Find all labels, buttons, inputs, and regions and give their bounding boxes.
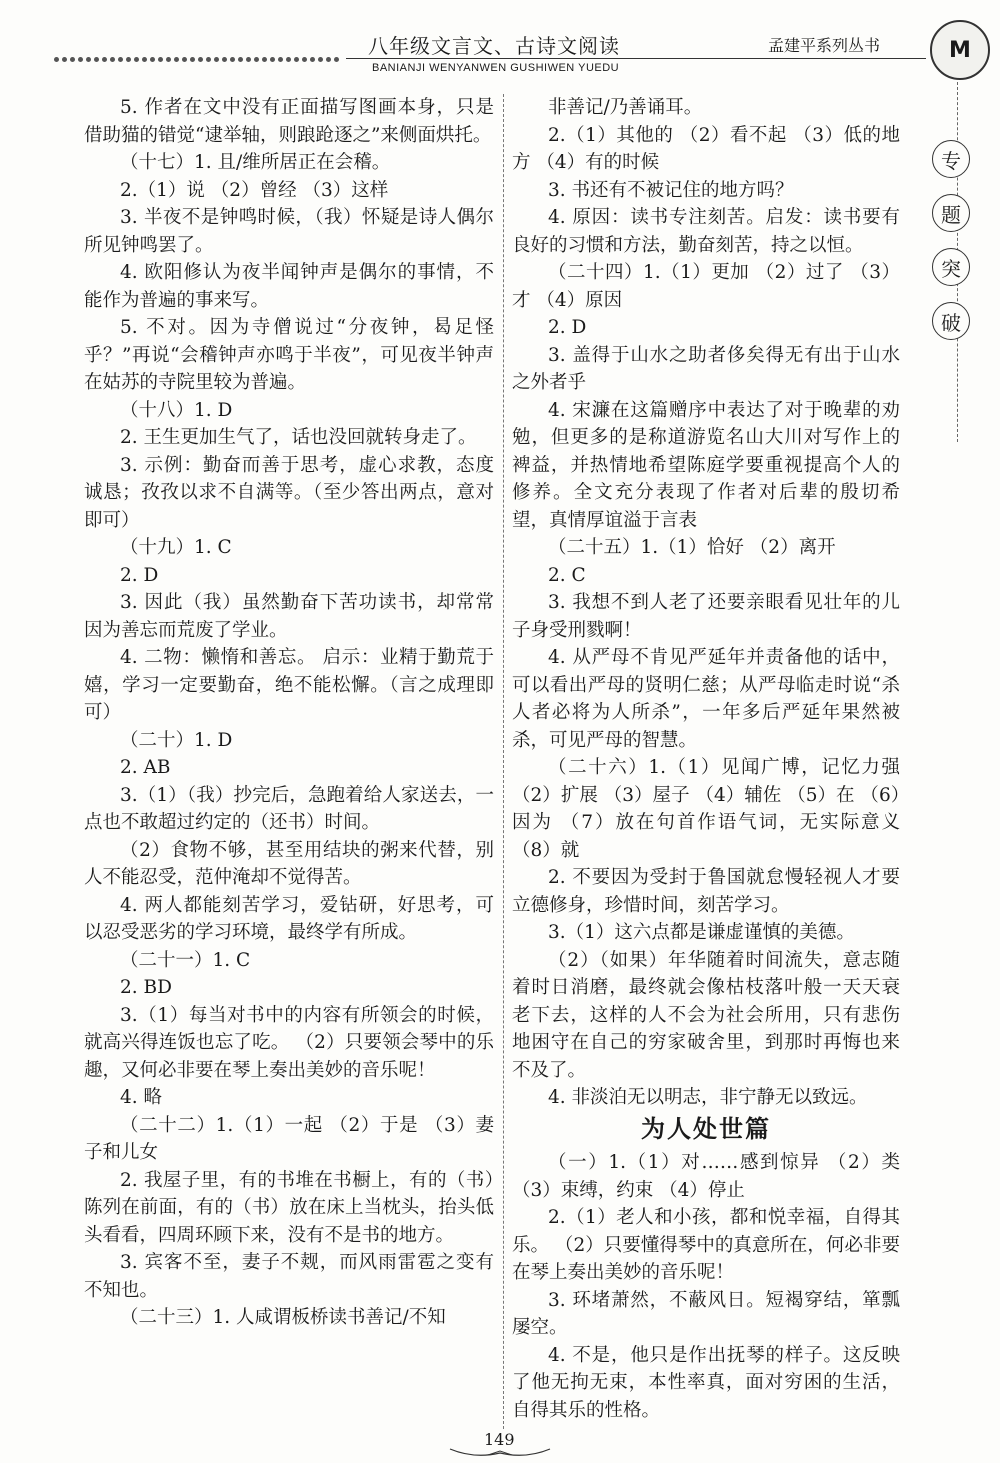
header-dot xyxy=(190,57,195,62)
answer-line: （一）1.（1）对……感到惊异 （2）类 （3）束缚，约束 （4）停止 xyxy=(512,1152,900,1201)
answer-line: 2. C xyxy=(548,564,586,586)
column-divider xyxy=(503,94,504,1429)
answer-line: 3. 环堵萧然，不蔽风日。短褐穿结，箪瓢屡空。 xyxy=(512,1289,900,1338)
page-ornament-icon xyxy=(448,1447,552,1459)
header-dot xyxy=(334,57,339,62)
header-dot xyxy=(270,57,275,62)
header-dot xyxy=(294,57,299,62)
header-dot xyxy=(134,57,139,62)
answer-line: 2. 不要因为受封于鲁国就怠慢轻视人才要立德修身，珍惜时间，刻苦学习。 xyxy=(512,867,900,916)
page-number: 149 xyxy=(484,1430,515,1449)
header-dot xyxy=(70,57,75,62)
answer-line: 3. 盖得于山水之助者侈矣得无有出于山水之外者乎 xyxy=(512,344,900,393)
side-badge: 突 xyxy=(932,248,970,286)
side-badge: 专 xyxy=(932,140,970,178)
answer-line: 3.（1）每当对书中的内容有所领会的时候，就高兴得连饭也忘了吃。 （2）只要领会琴中的乐趣，又何必非要在琴上奏出美妙的音乐呢！ xyxy=(84,1004,494,1081)
answer-line: （二十四）1.（1）更加 （2）过了 （3）才 （4）原因 xyxy=(512,262,900,311)
header-dot xyxy=(318,57,323,62)
header-dot xyxy=(110,57,115,62)
answer-line: 2. D xyxy=(548,317,587,338)
header-dot xyxy=(86,57,91,62)
header-dot xyxy=(214,57,219,62)
header-dot xyxy=(78,57,83,62)
answer-line: （二十二）1.（1）一起 （2）于是 （3）妻子和儿女 xyxy=(84,1114,494,1163)
header-dot xyxy=(102,57,107,62)
answer-line: 3. 宾客不至，妻子不觌，而风雨雷雹之变有不知也。 xyxy=(84,1252,494,1301)
answer-line: 非善记/乃善诵耳。 xyxy=(548,97,703,118)
header-dot xyxy=(206,57,211,62)
book-title: 八年级文言文、古诗文阅读 xyxy=(368,34,620,58)
answer-line: （二十）1. D xyxy=(120,729,233,751)
header-dot xyxy=(182,57,187,62)
answer-line: 2.（1）其他的 （2）看不起 （3）低的地方 （4）有的时候 xyxy=(512,124,900,173)
section-title: 为人处世篇 xyxy=(641,1114,771,1143)
book-title-pinyin: BANIANJI WENYANWEN GUSHIWEN YUEDU xyxy=(372,62,620,74)
header-dot xyxy=(230,57,235,62)
header-dot xyxy=(198,57,203,62)
answer-line: 2. D xyxy=(120,564,159,586)
answer-line: 3.（1）（我）抄完后，急跑着给人家送去，一点也不敢超过约定的（还书）时间。 xyxy=(84,784,494,833)
header-dot xyxy=(118,57,123,62)
header-dot xyxy=(142,57,147,62)
answer-line: 2. 我屋子里，有的书堆在书橱上，有的（书）陈列在前面，有的（书）放在床上当枕头，抬头低头看看，四周环顾下来，没有不是书的地方。 xyxy=(84,1169,494,1246)
header-dot xyxy=(222,57,227,62)
header-dot xyxy=(62,57,67,62)
answer-line: 3. 我想不到人老了还要亲眼看见壮年的儿子身受刑戮啊！ xyxy=(512,592,900,641)
header-dots xyxy=(54,57,344,65)
answer-line: 5. 作者在文中没有正面描写图画本身，只是借助猫的错觉“逮举轴，则踉跄逐之”来侧面烘托。 xyxy=(84,97,494,146)
left-column xyxy=(84,94,494,1332)
header-dot xyxy=(126,57,131,62)
answer-line: 4. 原因：读书专注刻苦。启发：读书要有良好的习惯和方法，勤奋刻苦，持之以恒。 xyxy=(512,207,900,256)
answer-line: 4. 从严母不肯见严延年并责备他的话中，可以看出严母的贤明仁慈；从严母临走时说“杀人者必将为人所杀”，一年多后严延年果然被杀，可见严母的智慧。 xyxy=(512,647,900,751)
header-dot xyxy=(150,57,155,62)
header-dot xyxy=(158,57,163,62)
answer-line: 4. 二物：懒惰和善忘。 启示：业精于勤荒于嬉，学习一定要勤奋，绝不能松懈。（言之成理即可） xyxy=(84,647,494,723)
answer-line: 4. 欧阳修认为夜半闻钟声是偶尔的事情，不能作为普遍的事来写。 xyxy=(84,262,494,311)
answer-line: 2.（1）老人和小孩，都和悦幸福，自得其乐。 （2）只要懂得琴中的真意所在，何必非要在琴上奏出美妙的音乐呢！ xyxy=(512,1207,900,1283)
header-dot xyxy=(166,57,171,62)
answer-line: 4. 略 xyxy=(120,1087,163,1108)
answer-line: （二十一）1. C xyxy=(120,949,251,971)
answer-line: 3. 因此（我）虽然勤奋下苦功读书，却常常因为善忘而荒废了学业。 xyxy=(84,592,494,641)
answer-line: （2）（如果）年华随着时间流失，意志随着时日消磨，最终就会像枯枝落叶般一天天衰老下去，这样的人不会为社会所用，只有悲伤地困守在自己的穷家破舍里，到那时再悔也来不及了。 xyxy=(512,949,900,1081)
answer-line: 4. 两人都能刻苦学习，爱钻研，好思考，可以忍受恶劣的学习环境，最终学有所成。 xyxy=(84,894,494,943)
header-dot xyxy=(302,57,307,62)
answer-line: 3. 示例：勤奋而善于思考，虚心求教，态度诚恳；孜孜以求不自满等。（至少答出两点，意对即可） xyxy=(84,454,494,531)
header-dot xyxy=(310,57,315,62)
header-dot xyxy=(278,57,283,62)
header-dot xyxy=(326,57,331,62)
right-column xyxy=(512,94,900,1424)
answer-line: （十八）1. D xyxy=(120,399,233,421)
page-header xyxy=(0,0,1000,95)
answer-line: 2. 王生更加生气了，话也没回就转身走了。 xyxy=(120,427,477,448)
answer-line: 3.（1）这六点都是谦虚谨慎的美德。 xyxy=(548,922,855,943)
side-badge: 题 xyxy=(932,194,970,232)
answer-line: （十七）1. 且/维所居正在会稽。 xyxy=(120,152,391,173)
header-dot xyxy=(254,57,259,62)
answer-line: 4. 非淡泊无以明志，非宁静无以致远。 xyxy=(548,1087,868,1108)
answer-line: 4. 宋濂在这篇赠序中表达了对于晚辈的劝勉，但更多的是称道游览名山大川对写作上的裨益，并热情地希望陈庭学要重视提高个人的修养。全文充分表现了作者对后辈的殷切希望，真情厚谊溢于言表 xyxy=(512,399,900,531)
answer-line: 2. AB xyxy=(120,757,171,778)
header-dot xyxy=(262,57,267,62)
side-badge: 破 xyxy=(932,302,970,340)
header-dot xyxy=(54,57,59,62)
answer-line: 3. 书还有不被记住的地方吗？ xyxy=(548,179,794,201)
answer-line: 5. 不对。因为寺僧说过“分夜钟，曷足怪乎？”再说“会稽钟声亦鸣于半夜”，可见夜半钟声在姑苏的寺院里较为普遍。 xyxy=(84,317,494,393)
header-dot xyxy=(174,57,179,62)
series-logo-icon: M xyxy=(930,20,990,80)
side-badges xyxy=(932,140,970,340)
header-dot xyxy=(238,57,243,62)
answer-line: （二十五）1.（1）恰好 （2）离开 xyxy=(548,537,836,558)
answer-line: 3. 半夜不是钟鸣时候，（我）怀疑是诗人偶尔所见钟鸣罢了。 xyxy=(84,207,494,256)
answer-line: （2）食物不够，甚至用结块的粥来代替，别人不能忍受，范仲淹却不觉得苦。 xyxy=(84,839,494,888)
header-dot xyxy=(246,57,251,62)
answer-line: 2.（1）说 （2）曾经 （3）这样 xyxy=(120,179,389,201)
answer-line: 4. 不是，他只是作出抚琴的样子。这反映了他无拘无束，本性率真，面对穷困的生活，自得其乐的性格。 xyxy=(512,1344,900,1421)
header-dot xyxy=(94,57,99,62)
answer-line: （二十三）1. 人咸谓板桥读书善记/不知 xyxy=(120,1307,446,1328)
answer-line: （十九）1. C xyxy=(120,537,232,558)
header-dot xyxy=(286,57,291,62)
series-name: 孟建平系列丛书 xyxy=(768,36,881,55)
answer-line: 2. BD xyxy=(120,977,172,998)
answer-line: （二十六）1.（1）见闻广博，记忆力强 （2）扩展 （3）屋子 （4）辅佐 （5）在 （6）因为 （7）放在句首作语气词，无实际意义 （8）就 xyxy=(512,757,900,861)
